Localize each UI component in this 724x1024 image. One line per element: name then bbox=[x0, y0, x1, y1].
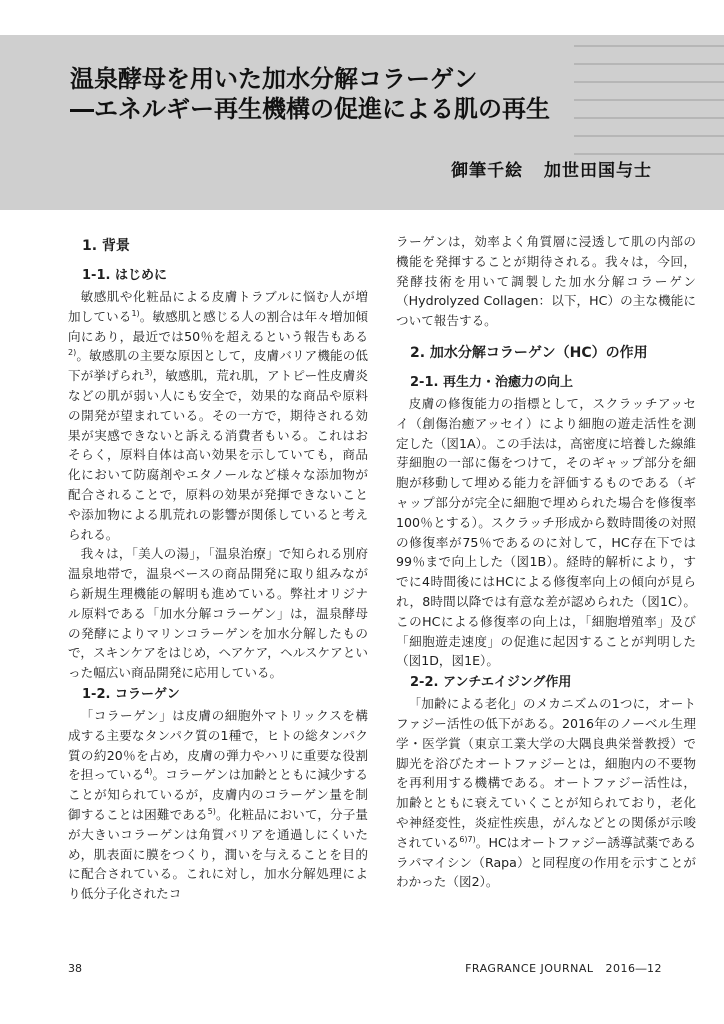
title-line-2: ―エネルギー再生機構の促進による肌の再生 bbox=[70, 95, 550, 123]
journal-issue: 2016―12 bbox=[605, 962, 662, 975]
paragraph-collagen-continued: ラーゲンは，効率よく角質層に浸透して肌の内部の機能を発揮することが期待される。我々は，今回，発酵技術を用いて調製した加水分解コラーゲン（Hydrolyzed Collagen：以下，HC）の主な機能について報告する。 bbox=[396, 234, 696, 329]
page-number: 38 bbox=[68, 962, 82, 975]
text-run: 。敏感肌と感じる人の割合は年々増加傾向にあり，最近では50％を超えるという報告もある bbox=[68, 308, 369, 344]
text-run: 「加齢による老化」のメカニズムの1つに，オートファジー活性の低下がある。2016年のノーベル生理学・医学賞（東京工業大学の大隅良典栄誉教授）で脚光を浴びたオートファジーとは，細胞内の不要物を再利用する機構である。オートファジー活性は，加齢とともに衰えていくことが知られており，老化や神経変性，炎症性疾患，がんなどとの関係が示唆されている bbox=[396, 696, 696, 850]
bleed-through-text bbox=[574, 45, 724, 165]
section-heading-background: 1. 背景 bbox=[82, 238, 130, 254]
title-line-1: 温泉酵母を用いた加水分解コラーゲン bbox=[70, 65, 478, 93]
citation: 4) bbox=[144, 767, 153, 777]
right-column bbox=[396, 232, 696, 892]
citation: 3) bbox=[144, 368, 153, 378]
text-run: 。HCはオートファジー誘導試薬であるラパマイシン（Rapa）と同程度の作用を示すことがわかった（図2）。 bbox=[396, 834, 697, 890]
text-run: 。敏感肌の主要な原因として，皮膚バリア機能の低下が挙げられ bbox=[68, 348, 368, 384]
authors: 御筆千絵 加世田国与士 bbox=[451, 161, 652, 181]
citation: 5) bbox=[207, 806, 216, 816]
subsection-heading-regeneration: 2-1. 再生力・治癒力の向上 bbox=[410, 374, 573, 390]
text-run: 。化粧品において，分子量が大きいコラーゲンは角質バリアを通過しにくいため，肌表面に膜をつくり，潤いを与えることを目的に配合されている。これに対し，加水分解処理により低分子化されたコ bbox=[68, 806, 369, 902]
subsection-heading-collagen: 1-2. コラーゲン bbox=[82, 686, 180, 702]
subsection-heading-antiaging: 2-2. アンチエイジング作用 bbox=[410, 675, 572, 691]
subsection-heading-intro: 1-1. はじめに bbox=[82, 268, 167, 283]
paragraph-collagen bbox=[68, 706, 368, 904]
left-column bbox=[68, 232, 368, 904]
text-run: 「コラーゲン」は皮膚の細胞外マトリックスを構成する主要なタンパク質の1種で，ヒトの総タンパク質の約20％を占め，皮膚の弾力やハリに重要な役割を担っている bbox=[68, 707, 368, 783]
article-title bbox=[70, 64, 550, 124]
paragraph-antiaging bbox=[396, 694, 696, 892]
citation: 1) bbox=[131, 308, 140, 318]
section-heading-hc: 2. 加水分解コラーゲン（HC）の作用 bbox=[410, 344, 648, 361]
text-run: 敏感肌や化粧品による皮膚トラブルに悩む人が増加している bbox=[68, 289, 368, 324]
paragraph-regeneration: 皮膚の修復能力の指標として，スクラッチアッセイ（創傷治癒アッセイ）により細胞の遊走活性を測定した（図1A）。この手法は，高密度に培養した線維芽細胞の一部に傷をつけて，そのギャップ部分を細胞が移動して埋める能力を評価するものである（ギャップ部分が完全に細胞で埋められた場合を修復率100％とする）。スクラッチ形成から数時間後の対照の修復率が75％であるのに対して，HC存在下では99％まで向上した（図1B）。経時的解析により，すでに4時間後にはHCによる修復率向上の傾向が見られ，8時間以降では有意な差が認められた（図1C）。このHCによる修復率の向上は，「細胞増殖率」及び「細胞遊走速度」の促進に起因することが判明した（図1D，図1E）。 bbox=[396, 395, 696, 669]
citation: 6)7) bbox=[459, 834, 476, 844]
paragraph-intro-1 bbox=[68, 287, 368, 544]
citation: 2) bbox=[68, 348, 77, 358]
journal-footer bbox=[465, 962, 662, 975]
text-run: ，敏感肌，荒れ肌，アトピー性皮膚炎などの肌が弱い人にも安全で，効果的な商品や原料の開発が望まれている。その一方で，期待される効果が実感できないと訴える消費者もいる。これはおそらく，原料自体は高い効果を示していても，商品化において防腐剤やエタノールなど様々な添加物が配合されることで，原料の効果が発揮できないことや添加物による肌荒れの影響が関係していると考えられる。 bbox=[68, 368, 368, 542]
text-run: 。コラーゲンは加齢とともに減少することが知られているが，皮膚内のコラーゲン量を制御することは困難である bbox=[68, 767, 369, 822]
paragraph-intro-2: 我々は，「美人の湯」，「温泉治療」で知られる別府温泉地帯で，温泉ベースの商品開発に取り組みながら新規生理機能の解明も進めている。弊社オリジナル原料である「加水分解コラーゲン」は，温泉酵母の発酵によりマリンコラーゲンを加水分解したもので，スキンケアをはじめ，ヘアケア，ヘルスケアといった幅広い商品開発に応用している。 bbox=[68, 546, 368, 681]
journal-name: FRAGRANCE JOURNAL bbox=[465, 962, 594, 975]
